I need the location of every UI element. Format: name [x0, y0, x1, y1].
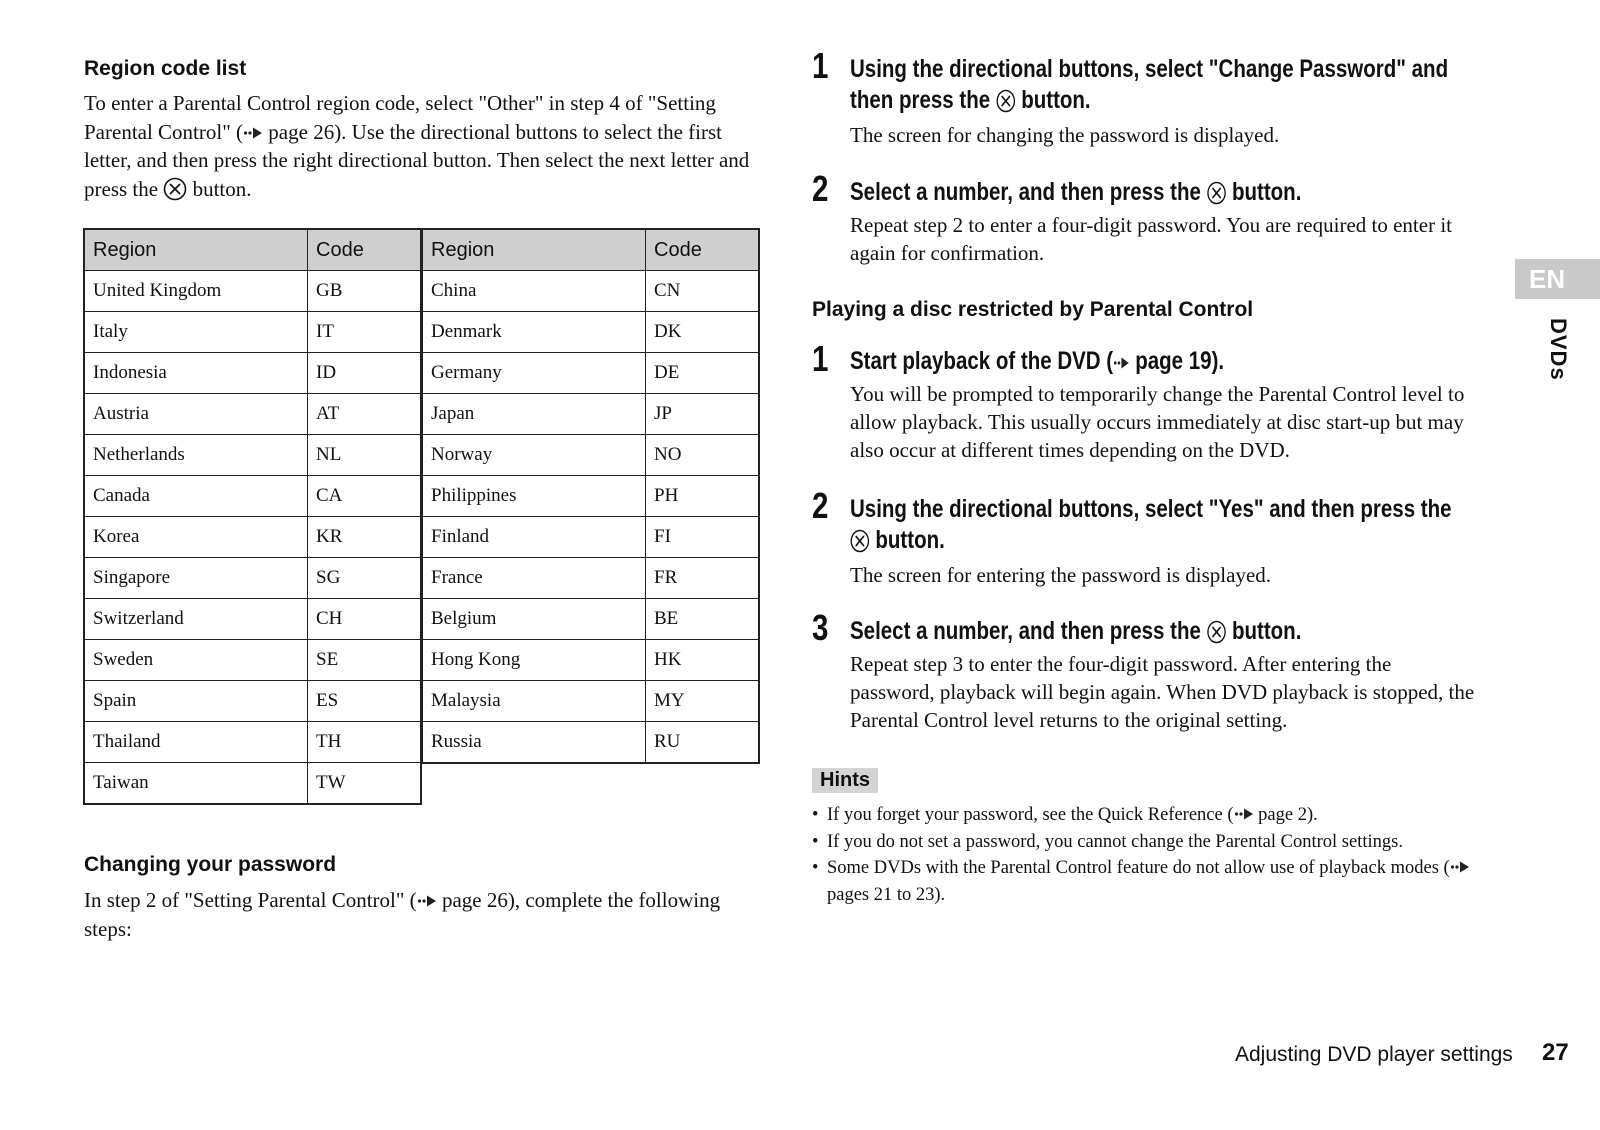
step-number: 2	[812, 168, 829, 209]
region-cell: Italy	[84, 312, 308, 353]
table-row	[422, 353, 759, 394]
page-reference-arrow-icon	[1234, 807, 1254, 821]
code-cell: AT	[308, 394, 422, 435]
code-cell: ES	[308, 681, 422, 722]
table-row	[84, 271, 421, 312]
code-cell: CN	[646, 271, 760, 312]
table-header-code: Code	[308, 229, 422, 271]
table-row	[84, 640, 421, 681]
step-body: You will be prompted to temporarily change the Parental Control level to allow playback. This usually occurs immediately at disc start-up but may also occur at different times depending on the DVD.	[850, 382, 1465, 462]
footer-section-title: Adjusting DVD player settings	[1235, 1043, 1513, 1066]
code-cell: CH	[308, 599, 422, 640]
region-table-left	[83, 228, 422, 805]
code-cell: SE	[308, 640, 422, 681]
code-cell: KR	[308, 517, 422, 558]
code-cell: FI	[646, 517, 760, 558]
region-cell: United Kingdom	[84, 271, 308, 312]
code-cell: JP	[646, 394, 760, 435]
table-row	[84, 681, 421, 722]
table-row	[84, 722, 421, 763]
step-body: Repeat step 2 to enter a four-digit password. You are required to enter it again for confirmation.	[850, 213, 1452, 265]
code-cell: GB	[308, 271, 422, 312]
region-cell: Thailand	[84, 722, 308, 763]
table-row	[422, 312, 759, 353]
table-row	[422, 394, 759, 435]
region-cell: Canada	[84, 476, 308, 517]
step-heading: Using the directional buttons, select "Change Password" and then press the button.	[850, 55, 1449, 114]
table-header-region: Region	[84, 229, 308, 271]
region-cell: Korea	[84, 517, 308, 558]
region-cell: Denmark	[422, 312, 646, 353]
table-row	[422, 722, 759, 764]
table-row	[422, 435, 759, 476]
region-intro-text: To enter a Parental Control region code, select "Other" in step 4 of "Setting Parental Control" ( page 26). Use the directional buttons to select the first letter, and then press the right directional button. Then select the next letter and press the button.	[84, 91, 750, 201]
language-tab: EN	[1515, 259, 1600, 299]
region-cell: Belgium	[422, 599, 646, 640]
step-number: 3	[812, 607, 829, 648]
code-cell: CA	[308, 476, 422, 517]
step-number: 1	[812, 338, 829, 379]
hints-label: Hints	[812, 768, 878, 793]
table-row	[422, 681, 759, 722]
code-cell: DK	[646, 312, 760, 353]
page-reference-arrow-icon	[243, 126, 263, 140]
step-heading: Select a number, and then press the button.	[850, 617, 1302, 645]
table-row	[422, 476, 759, 517]
code-cell: HK	[646, 640, 760, 681]
changing-password-heading: Changing your password	[84, 853, 337, 876]
code-cell: DE	[646, 353, 760, 394]
table-row	[84, 517, 421, 558]
table-row	[422, 271, 759, 312]
hint-item: • If you do not set a password, you cannot change the Parental Control settings.	[812, 831, 1403, 852]
region-cell: Indonesia	[84, 353, 308, 394]
cross-button-icon	[996, 89, 1016, 113]
region-cell: Spain	[84, 681, 308, 722]
code-cell: NL	[308, 435, 422, 476]
table-row	[84, 435, 421, 476]
code-cell: TW	[308, 763, 422, 805]
table-header-region: Region	[422, 229, 646, 271]
region-cell: Taiwan	[84, 763, 308, 805]
region-cell: Switzerland	[84, 599, 308, 640]
hint-item: • Some DVDs with the Parental Control feature do not allow use of playback modes ( pages 21 to 23).	[812, 855, 1492, 908]
table-row	[84, 599, 421, 640]
code-cell: NO	[646, 435, 760, 476]
step-heading: Select a number, and then press the button.	[850, 178, 1302, 206]
code-cell: MY	[646, 681, 760, 722]
hint-item: • If you forget your password, see the Quick Reference ( page 2).	[812, 805, 1318, 825]
step-heading: Start playback of the DVD ( page 19).	[850, 347, 1225, 375]
region-cell: Finland	[422, 517, 646, 558]
cross-button-icon	[163, 177, 187, 201]
region-cell: Austria	[84, 394, 308, 435]
code-cell: PH	[646, 476, 760, 517]
page-number: 27	[1542, 1039, 1569, 1066]
code-cell: RU	[646, 722, 760, 764]
region-cell: Sweden	[84, 640, 308, 681]
region-cell: Netherlands	[84, 435, 308, 476]
code-cell: IT	[308, 312, 422, 353]
step-body: The screen for changing the password is displayed.	[850, 123, 1280, 147]
step-body: The screen for entering the password is displayed.	[850, 563, 1272, 587]
region-table-right	[421, 228, 760, 764]
region-cell: Philippines	[422, 476, 646, 517]
table-row	[422, 558, 759, 599]
region-cell: Hong Kong	[422, 640, 646, 681]
hints-list	[812, 802, 1492, 908]
page-reference-arrow-icon	[1113, 356, 1129, 370]
table-row	[84, 558, 421, 599]
playing-restricted-heading: Playing a disc restricted by Parental Control	[812, 298, 1254, 321]
table-row	[84, 312, 421, 353]
step-number: 1	[812, 45, 829, 86]
region-cell: Japan	[422, 394, 646, 435]
page-reference-arrow-icon	[1450, 860, 1470, 874]
step-heading: Using the directional buttons, select "Yes" and then press the button.	[850, 495, 1452, 554]
table-row	[422, 599, 759, 640]
table-row	[84, 476, 421, 517]
table-row	[422, 640, 759, 681]
page-reference-arrow-icon	[417, 894, 437, 908]
table-row	[84, 394, 421, 435]
step-number: 2	[812, 485, 829, 526]
cross-button-icon	[1207, 181, 1227, 205]
region-code-heading: Region code list	[84, 57, 247, 80]
table-row	[422, 517, 759, 558]
section-tab: DVDs	[1546, 318, 1571, 381]
region-cell: Russia	[422, 722, 646, 764]
region-cell: China	[422, 271, 646, 312]
region-cell: Norway	[422, 435, 646, 476]
region-cell: Singapore	[84, 558, 308, 599]
code-cell: ID	[308, 353, 422, 394]
region-cell: France	[422, 558, 646, 599]
step-body: Repeat step 3 to enter the four-digit password. After entering the password, playback will begin again. When DVD playback is stopped, the Parental Control level returns to the original setting.	[850, 652, 1475, 732]
table-row	[84, 763, 421, 805]
table-row	[84, 353, 421, 394]
code-cell: BE	[646, 599, 760, 640]
cross-button-icon	[850, 529, 870, 553]
table-header-code: Code	[646, 229, 760, 271]
region-cell: Germany	[422, 353, 646, 394]
cross-button-icon	[1207, 620, 1227, 644]
code-cell: FR	[646, 558, 760, 599]
code-cell: TH	[308, 722, 422, 763]
region-cell: Malaysia	[422, 681, 646, 722]
password-intro-text: In step 2 of "Setting Parental Control" ( page 26), complete the following steps:	[84, 888, 721, 941]
code-cell: SG	[308, 558, 422, 599]
